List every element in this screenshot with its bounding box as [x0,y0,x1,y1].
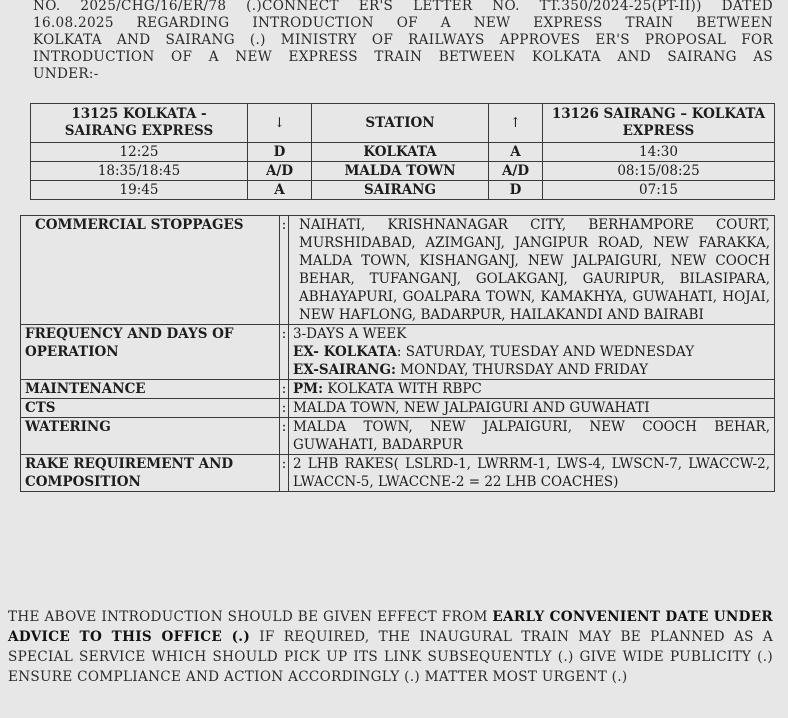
up-code: D [489,181,543,200]
frequency-line: 3-DAYS A WEEK [293,326,407,342]
maintenance-label: MAINTENANCE [21,380,280,399]
intro-paragraph [33,0,773,83]
up-time: 08:15/08:25 [543,162,775,181]
down-train-header: 13125 KOLKATA - SAIRANG EXPRESS [31,104,248,143]
footer-text-2: IF REQUIRED, THE INAUGURAL TRAIN MAY BE PLANNED AS A SPECIAL SERVICE WHICH SHOULD PICK UP ITS LINK SUBSEQUENTLY (.) GIVE WIDE PUBLICITY (.) ENSURE COMPLIANCE AND ACTION ACCORDINGLY (.) MATTER MOST URGENT (.) [8,629,774,685]
cts-label: CTS [21,399,280,418]
down-arrow-icon: ↓ [248,104,312,143]
table-header-row [31,104,775,143]
down-code: D [248,143,312,162]
down-time: 12:25 [31,143,248,162]
maintenance-value [289,380,775,399]
intro-line: INTRODUCTION OF A NEW EXPRESS TRAIN BETWEEN KOLKATA AND SAIRANG AS [33,49,773,65]
ex-kolkata-label: EX- KOLKATA [293,344,397,360]
frequency-label: FREQUENCY AND DAYS OF OPERATION [21,325,280,380]
down-time: 18:35/18:45 [31,162,248,181]
cts-value: MALDA TOWN, NEW JALPAIGURI AND GUWAHATI [289,399,775,418]
table-row [31,181,775,200]
up-time: 07:15 [543,181,775,200]
stoppages-label: COMMERCIAL STOPPAGES [21,216,280,325]
train-timing-table [30,103,775,200]
frequency-value [289,325,775,380]
intro-line: 16.08.2025 REGARDING INTRODUCTION OF A NEW EXPRESS TRAIN BETWEEN [33,15,773,31]
ex-sairang-days: MONDAY, THURSDAY AND FRIDAY [395,362,649,378]
ex-sairang-label: EX-SAIRANG: [293,362,396,378]
ex-kolkata-line [293,343,770,361]
table-row [21,399,775,418]
closing-paragraph [8,607,773,687]
watering-label: WATERING [21,418,280,455]
footer-bold-text: EARLY CONVENIENT DATE UNDER ADVICE TO THIS OFFICE (.) [8,609,774,645]
table-row [31,162,775,181]
colon: : [280,216,289,325]
table-row [31,143,775,162]
train-details-table [20,215,775,492]
intro-line: KOLKATA AND SAIRANG (.) MINISTRY OF RAILWAYS APPROVES ER'S PROPOSAL FOR [33,32,773,48]
up-arrow-icon: ↑ [489,104,543,143]
station-header: STATION [312,104,489,143]
colon: : [280,399,289,418]
up-code: A [489,143,543,162]
colon: : [280,380,289,399]
station-name: SAIRANG [312,181,489,200]
ex-sairang-line [293,361,770,379]
down-code: A [248,181,312,200]
table-row [21,418,775,455]
table-row [21,380,775,399]
intro-line: UNDER:- [33,66,99,82]
watering-value: MALDA TOWN, NEW JALPAIGURI, NEW COOCH BEHAR, GUWAHATI, BADARPUR [289,418,775,455]
maintenance-text: KOLKATA WITH RBPC [323,381,482,397]
up-time: 14:30 [543,143,775,162]
down-time: 19:45 [31,181,248,200]
ex-kolkata-days: : SATURDAY, TUESDAY AND WEDNESDAY [396,344,695,360]
colon: : [280,325,289,380]
down-code: A/D [248,162,312,181]
station-name: KOLKATA [312,143,489,162]
up-code: A/D [489,162,543,181]
maintenance-pm: PM: [293,381,324,397]
station-name: MALDA TOWN [312,162,489,181]
up-train-header: 13126 SAIRANG – KOLKATA EXPRESS [543,104,775,143]
rake-value: 2 LHB RAKES( LSLRD-1, LWRRM-1, LWS-4, LWSCN-7, LWACCW-2, LWACCN-5, LWACCNE-2 = 22 LHB COACHES) [289,455,775,492]
intro-line: NO. 2025/CHG/16/ER/78 (.)CONNECT ER'S LETTER NO. TT.350/2024-25(PT-II)) DATED [33,0,773,14]
footer-text-1: THE ABOVE INTRODUCTION SHOULD BE GIVEN EFFECT FROM [8,609,493,625]
table-row [21,455,775,492]
rake-label: RAKE REQUIREMENT AND COMPOSITION [21,455,280,492]
stoppages-value: NAIHATI, KRISHNANAGAR CITY, BERHAMPORE COURT, MURSHIDABAD, AZIMGANJ, JANGIPUR ROAD, NEW FARAKKA, MALDA TOWN, KISHANGANJ, NEW JALPAIGURI, NEW COOCH BEHAR, TUFANGANJ, GOLAKGANJ, GAURIPUR, BILASIPARA, ABHAYAPURI, GOALPARA TOWN, KAMAKHYA, GUWAHATI, HOJAI, NEW HAFLONG, BADARPUR, HAILAKANDI AND BAIRABI [289,216,775,325]
table-row [21,216,775,325]
table-row [21,325,775,380]
colon: : [280,455,289,492]
colon: : [280,418,289,455]
